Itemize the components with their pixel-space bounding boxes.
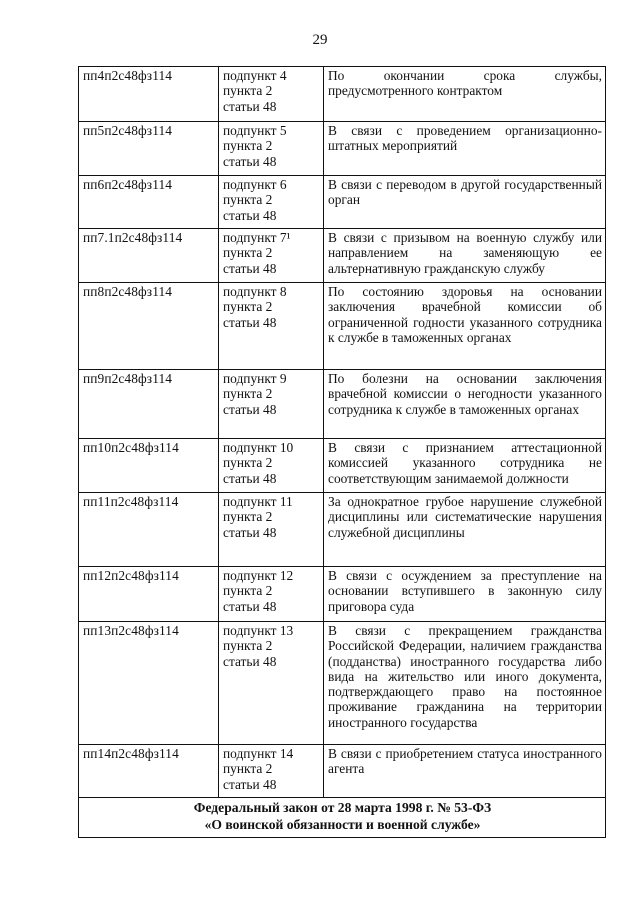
reference-point: пункта 2 — [223, 386, 273, 402]
row-reference — [219, 283, 324, 370]
table-row — [79, 439, 606, 493]
row-description: В связи с осуждением за преступление на основании вступившего в законную силу приговора суда — [324, 567, 606, 622]
table-row — [79, 67, 606, 122]
reference-point: пункта 2 — [223, 638, 273, 654]
reference-subpoint: подпункт 9 — [223, 371, 287, 386]
reference-article: статьи 48 — [223, 207, 277, 223]
reference-article: статьи 48 — [223, 598, 277, 614]
reference-point: пункта 2 — [223, 455, 273, 471]
reference-article: статьи 48 — [223, 401, 277, 417]
reference-point: пункта 2 — [223, 245, 273, 261]
reference-subpoint: подпункт 11 — [223, 494, 293, 509]
reference-subpoint: подпункт 4 — [223, 68, 287, 83]
row-description: По окончании срока службы, предусмотренного контрактом — [324, 67, 606, 122]
reference-subpoint: подпункт 6 — [223, 177, 287, 192]
reference-point: пункта 2 — [223, 299, 273, 315]
reference-point: пункта 2 — [223, 761, 273, 777]
reference-point: пункта 2 — [223, 83, 273, 99]
table-row — [79, 122, 606, 176]
legal-basis-table — [78, 66, 606, 838]
table-row — [79, 493, 606, 567]
row-description: В связи с призывом на военную службу или направлением на заменяющую ее альтернативную гражданскую службу — [324, 229, 606, 283]
row-description: За однократное грубое нарушение служебной дисциплины или систематические нарушения служебной дисциплины — [324, 493, 606, 567]
row-code: пп10п2с48фз114 — [79, 439, 219, 493]
table-row — [79, 283, 606, 370]
row-code: пп7.1п2с48фз114 — [79, 229, 219, 283]
row-description: В связи с признанием аттестационной комиссией указанного сотрудника не соответствующим занимаемой должности — [324, 439, 606, 493]
row-reference — [219, 622, 324, 745]
reference-article: статьи 48 — [223, 98, 277, 114]
law-title-line: Федеральный закон от 28 марта 1998 г. № 53-ФЗ — [193, 800, 492, 815]
reference-article: статьи 48 — [223, 653, 277, 669]
row-description: В связи с прекращением гражданства Российской Федерации, наличием гражданства (подданства) иностранного государства либо вида на жительство или иного документа, подтверждающего право на постоянное проживание гражданина на территории иностранного государства — [324, 622, 606, 745]
row-reference — [219, 370, 324, 439]
row-reference — [219, 493, 324, 567]
reference-subpoint: подпункт 10 — [223, 440, 294, 455]
footer-row — [79, 798, 606, 838]
reference-subpoint: подпункт 7¹ — [223, 230, 291, 245]
row-description: По состоянию здоровья на основании заключения врачебной комиссии об ограниченной годности указанного сотрудника к службе в таможенных органах — [324, 283, 606, 370]
row-code: пп5п2с48фз114 — [79, 122, 219, 176]
row-description: В связи с проведением организационно-штатных мероприятий — [324, 122, 606, 176]
table-row — [79, 567, 606, 622]
row-description: По болезни на основании заключения врачебной комиссии о негодности указанного сотрудника к службе в таможенных органах — [324, 370, 606, 439]
reference-subpoint: подпункт 12 — [223, 568, 294, 583]
row-code: пп12п2с48фз114 — [79, 567, 219, 622]
row-description: В связи с переводом в другой государственный орган — [324, 176, 606, 229]
row-code: пп14п2с48фз114 — [79, 745, 219, 798]
law-title-cell — [79, 798, 606, 838]
reference-subpoint: подпункт 14 — [223, 746, 294, 761]
row-code: пп11п2с48фз114 — [79, 493, 219, 567]
row-code: пп8п2с48фз114 — [79, 283, 219, 370]
reference-article: статьи 48 — [223, 524, 277, 540]
row-code: пп9п2с48фз114 — [79, 370, 219, 439]
page-number: 29 — [312, 32, 328, 48]
row-reference — [219, 67, 324, 122]
reference-article: статьи 48 — [223, 153, 277, 169]
row-reference — [219, 439, 324, 493]
reference-point: пункта 2 — [223, 509, 273, 525]
reference-point: пункта 2 — [223, 583, 273, 599]
reference-article: статьи 48 — [223, 470, 277, 486]
row-description: В связи с приобретением статуса иностранного агента — [324, 745, 606, 798]
row-code: пп4п2с48фз114 — [79, 67, 219, 122]
reference-subpoint: подпункт 5 — [223, 123, 287, 138]
table-row — [79, 370, 606, 439]
law-name-line: «О воинской обязанности и военной службе» — [204, 817, 481, 832]
reference-point: пункта 2 — [223, 138, 273, 154]
reference-article: статьи 48 — [223, 776, 277, 792]
row-reference — [219, 176, 324, 229]
table-row — [79, 622, 606, 745]
row-code: пп13п2с48фз114 — [79, 622, 219, 745]
reference-article: статьи 48 — [223, 314, 277, 330]
table-row — [79, 229, 606, 283]
row-reference — [219, 229, 324, 283]
table-row — [79, 745, 606, 798]
reference-article: статьи 48 — [223, 260, 277, 276]
row-reference — [219, 567, 324, 622]
reference-subpoint: подпункт 8 — [223, 284, 287, 299]
reference-point: пункта 2 — [223, 192, 273, 208]
row-code: пп6п2с48фз114 — [79, 176, 219, 229]
reference-subpoint: подпункт 13 — [223, 623, 294, 638]
row-reference — [219, 122, 324, 176]
row-reference — [219, 745, 324, 798]
table-row — [79, 176, 606, 229]
